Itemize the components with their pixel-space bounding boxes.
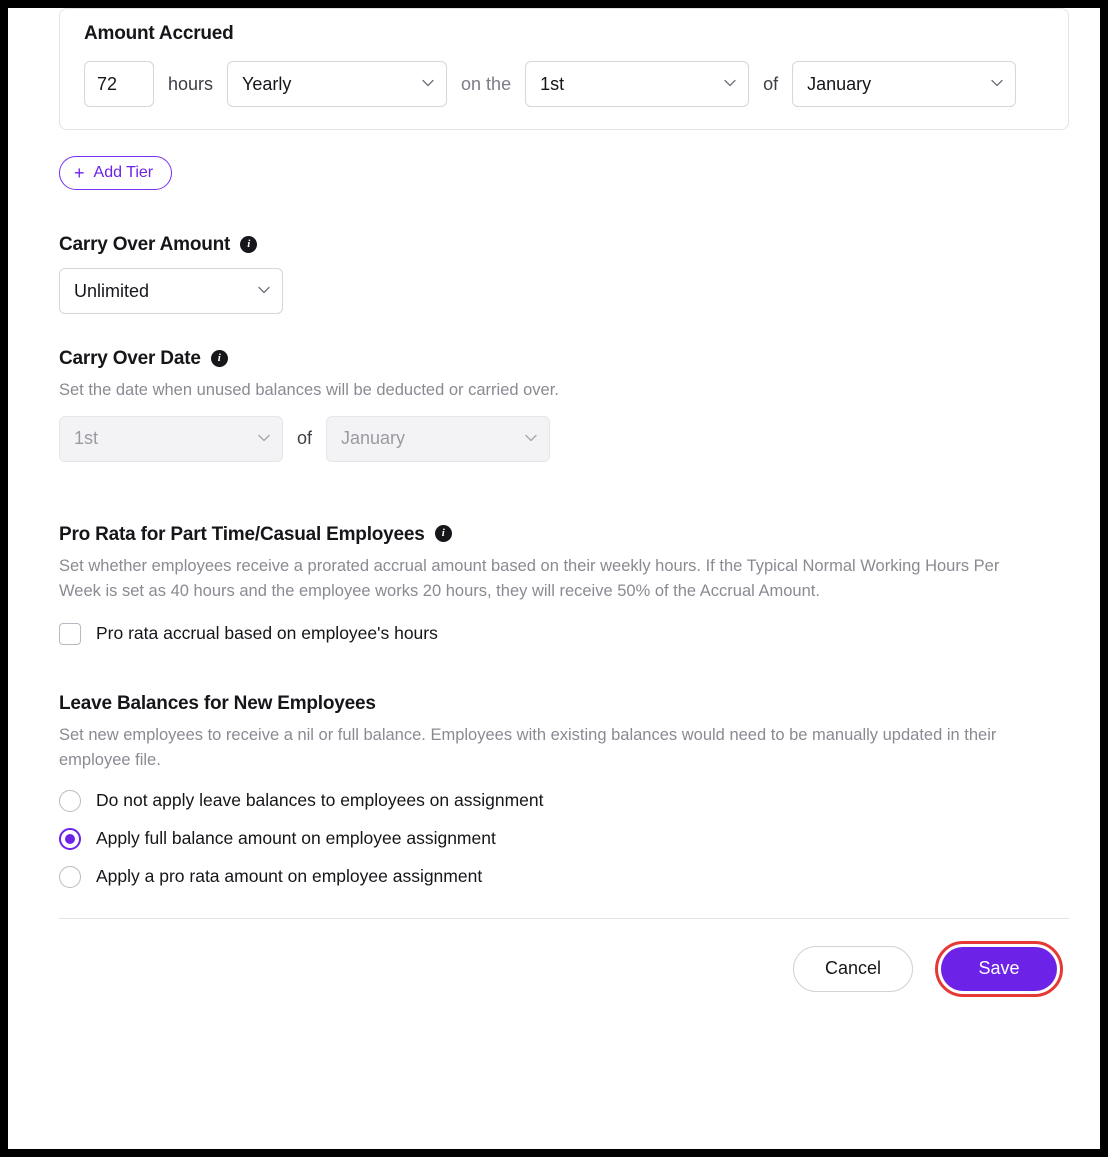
carry-over-date-row [59, 416, 1069, 462]
add-tier-label: Add Tier [93, 164, 154, 181]
new-employee-balances-description: Set new employees to receive a nil or full balance. Employees with existing balances would need to be manually updated in their employee file. [59, 725, 997, 770]
pro-rata-checkbox-label: Pro rata accrual based on employee's hours [96, 623, 438, 644]
new-employee-balances-heading [59, 693, 1069, 715]
save-button-highlight [935, 941, 1063, 997]
info-icon[interactable]: i [211, 350, 228, 367]
pro-rata-section [59, 524, 1069, 645]
chevron-down-icon [724, 77, 736, 89]
info-icon[interactable]: i [240, 236, 257, 253]
pro-rata-description: Set whether employees receive a prorated accrual amount based on their weekly hours. If the Typical Normal Working Hours Per Week is set as 40 hours and the employee works 20 hours, they will receive 50% of the Accrual Amount. [59, 556, 1000, 601]
carry-over-amount-value: Unlimited [74, 280, 150, 301]
footer-divider [59, 918, 1069, 919]
carry-over-day-select[interactable] [59, 416, 283, 462]
accrual-day-value: 1st [540, 73, 565, 94]
cancel-button[interactable]: Cancel [793, 946, 913, 992]
carry-over-date-title: Carry Over Date [59, 348, 201, 369]
amount-accrued-heading: Amount Accrued [84, 23, 234, 44]
chevron-down-icon [525, 432, 537, 444]
accrual-day-select[interactable] [525, 61, 749, 107]
carry-over-month-value: January [341, 428, 406, 449]
radio-indicator-selected[interactable] [59, 828, 81, 850]
new-employee-balances-title: Leave Balances for New Employees [59, 692, 376, 714]
accrual-tier-row [84, 61, 1044, 107]
carry-over-of-label: of [297, 428, 313, 449]
carry-over-amount-select[interactable] [59, 268, 283, 314]
carry-over-amount-row [59, 268, 1069, 314]
pro-rata-checkbox[interactable] [59, 623, 81, 645]
radio-indicator[interactable] [59, 790, 81, 812]
modal-footer [59, 941, 1069, 997]
save-button[interactable]: Save [941, 947, 1057, 991]
pro-rata-heading [59, 524, 1069, 546]
chevron-down-icon [258, 432, 270, 444]
accrual-frequency-value: Yearly [242, 73, 292, 94]
carry-over-amount-section [59, 234, 1069, 314]
pro-rata-title: Pro Rata for Part Time/Casual Employees [59, 523, 425, 545]
radio-option-full-balance[interactable] [59, 828, 1069, 850]
radio-label: Do not apply leave balances to employees on assignment [96, 790, 544, 811]
carry-over-date-section [59, 348, 1069, 462]
pro-rata-checkbox-row[interactable] [59, 623, 1069, 645]
settings-modal [26, 0, 1090, 1140]
carry-over-day-value: 1st [74, 428, 99, 449]
carry-over-date-description: Set the date when unused balances will be deducted or carried over. [59, 381, 559, 399]
radio-indicator[interactable] [59, 866, 81, 888]
hours-unit-label: hours [168, 73, 214, 94]
of-label: of [763, 73, 779, 94]
accrual-month-select[interactable] [792, 61, 1016, 107]
carry-over-amount-title: Carry Over Amount [59, 234, 231, 255]
carry-over-amount-heading [59, 234, 1069, 256]
chevron-down-icon [991, 77, 1003, 89]
radio-option-no-balance[interactable] [59, 790, 1069, 812]
plus-icon: + [74, 163, 85, 183]
carry-over-date-heading [59, 348, 1069, 370]
chevron-down-icon [422, 77, 434, 89]
carry-over-month-select[interactable] [326, 416, 550, 462]
new-employee-balances-section [59, 693, 1069, 888]
modal-body [59, 8, 1069, 997]
amount-accrued-input[interactable] [84, 61, 154, 107]
radio-option-pro-rata-balance[interactable] [59, 866, 1069, 888]
accrual-tier-card [59, 8, 1069, 130]
radio-label: Apply a pro rata amount on employee assignment [96, 866, 483, 887]
chevron-down-icon [258, 284, 270, 296]
accrual-frequency-select[interactable] [227, 61, 447, 107]
add-tier-button[interactable] [59, 156, 172, 190]
radio-label: Apply full balance amount on employee assignment [96, 828, 496, 849]
accrual-month-value: January [807, 73, 872, 94]
on-the-label: on the [461, 73, 512, 94]
info-icon[interactable]: i [435, 525, 452, 542]
